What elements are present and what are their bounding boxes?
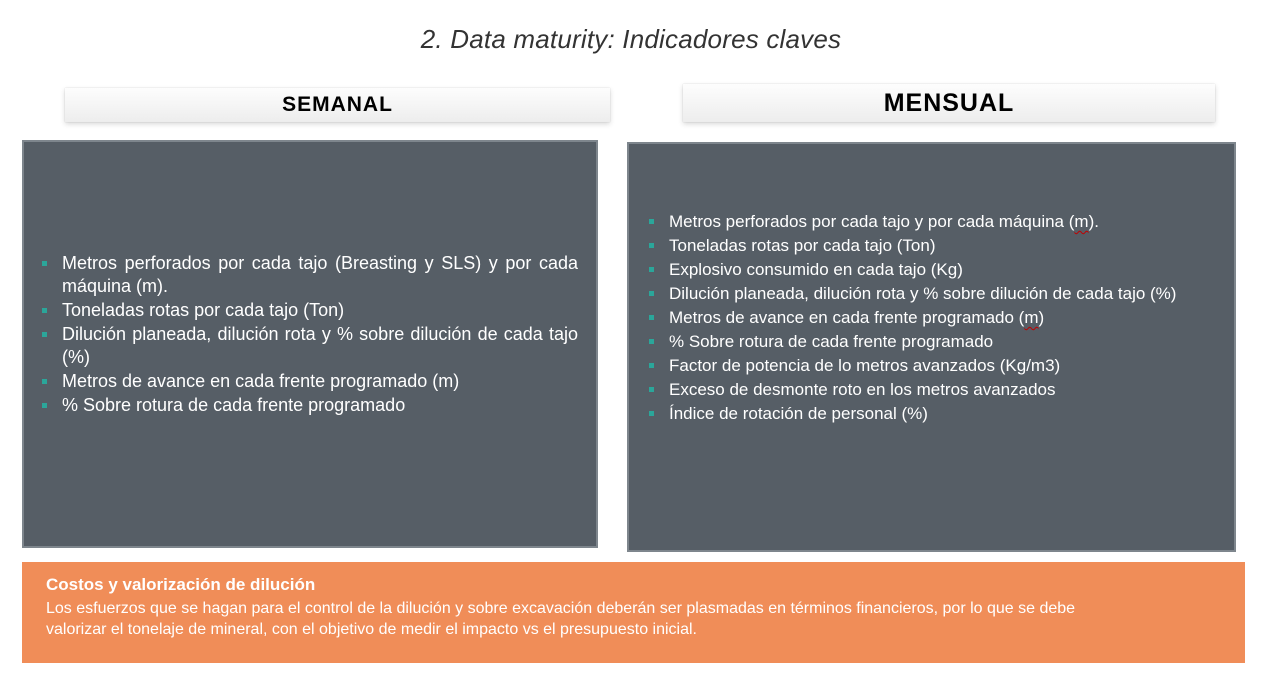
column-header-semanal-label: SEMANAL	[282, 93, 393, 116]
bullet-square-icon	[649, 219, 654, 224]
bullet-item	[645, 378, 1204, 401]
bullet-item	[645, 234, 1204, 257]
bullet-square-icon	[649, 267, 654, 272]
footer-body: Los esfuerzos que se hagan para el control de la dilución y sobre excavación deberán ser plasmadas en términos financieros, por lo que se debe valorizar el tonelaje de mineral, con el objetivo de medir el impacto vs el presupuesto inicial.	[46, 600, 1076, 638]
column-header-semanal	[65, 88, 610, 122]
bullet-item	[645, 354, 1204, 377]
bullet-item	[38, 370, 578, 393]
bullet-square-icon	[649, 387, 654, 392]
bullet-square-icon	[42, 403, 47, 408]
bullet-item	[38, 299, 578, 322]
bullet-item	[38, 252, 578, 298]
bullet-square-icon	[42, 379, 47, 384]
bullet-text: % Sobre rotura de cada frente programado	[669, 332, 994, 351]
mensual-bullet-list	[629, 144, 1234, 425]
column-header-mensual	[683, 84, 1215, 122]
bullet-item	[38, 394, 578, 417]
bullet-square-icon	[649, 411, 654, 416]
slide-title: 2. Data maturity: Indicadores claves	[420, 24, 842, 54]
bullet-square-icon	[42, 308, 47, 313]
column-header-mensual-label: MENSUAL	[883, 88, 1015, 117]
bullet-text: Dilución planeada, dilución rota y % sobre dilución de cada tajo (%)	[669, 284, 1177, 303]
bullet-text: % Sobre rotura de cada frente programado	[62, 395, 406, 415]
spellcheck-wavy-underline: m	[1074, 212, 1089, 231]
footer-callout	[22, 562, 1245, 663]
bullet-item	[645, 306, 1204, 329]
bullet-text: Índice de rotación de personal (%)	[669, 404, 928, 423]
bullet-item	[645, 402, 1204, 425]
bullet-text: Toneladas rotas por cada tajo (Ton)	[669, 236, 936, 255]
bullet-square-icon	[42, 332, 47, 337]
bullet-square-icon	[649, 243, 654, 248]
bullet-text: Metros de avance en cada frente programado (m)	[669, 308, 1045, 327]
spellcheck-wavy-underline: m	[1024, 308, 1039, 327]
panel-semanal	[22, 140, 598, 548]
semanal-bullet-list	[24, 142, 596, 417]
bullet-item	[38, 323, 578, 369]
panel-mensual	[627, 142, 1236, 552]
bullet-item	[645, 282, 1204, 305]
bullet-item	[645, 258, 1204, 281]
bullet-text: Metros de avance en cada frente programado (m)	[62, 371, 460, 391]
bullet-square-icon	[649, 339, 654, 344]
bullet-text: Metros perforados por cada tajo (Breasting y SLS) y por cada máquina (m).	[62, 253, 578, 296]
bullet-item	[645, 330, 1204, 353]
footer-title: Costos y valorización de dilución	[46, 575, 316, 594]
bullet-square-icon	[649, 291, 654, 296]
bullet-text: Explosivo consumido en cada tajo (Kg)	[669, 260, 963, 279]
bullet-text: Exceso de desmonte roto en los metros avanzados	[669, 380, 1056, 399]
bullet-text: Dilución planeada, dilución rota y % sobre dilución de cada tajo (%)	[62, 324, 578, 367]
bullet-text: Toneladas rotas por cada tajo (Ton)	[62, 300, 345, 320]
bullet-text: Metros perforados por cada tajo y por cada máquina (m).	[669, 212, 1099, 231]
bullet-square-icon	[649, 315, 654, 320]
bullet-text: Factor de potencia de lo metros avanzados (Kg/m3)	[669, 356, 1061, 375]
bullet-square-icon	[42, 261, 47, 266]
bullet-square-icon	[649, 363, 654, 368]
bullet-item	[645, 210, 1204, 233]
